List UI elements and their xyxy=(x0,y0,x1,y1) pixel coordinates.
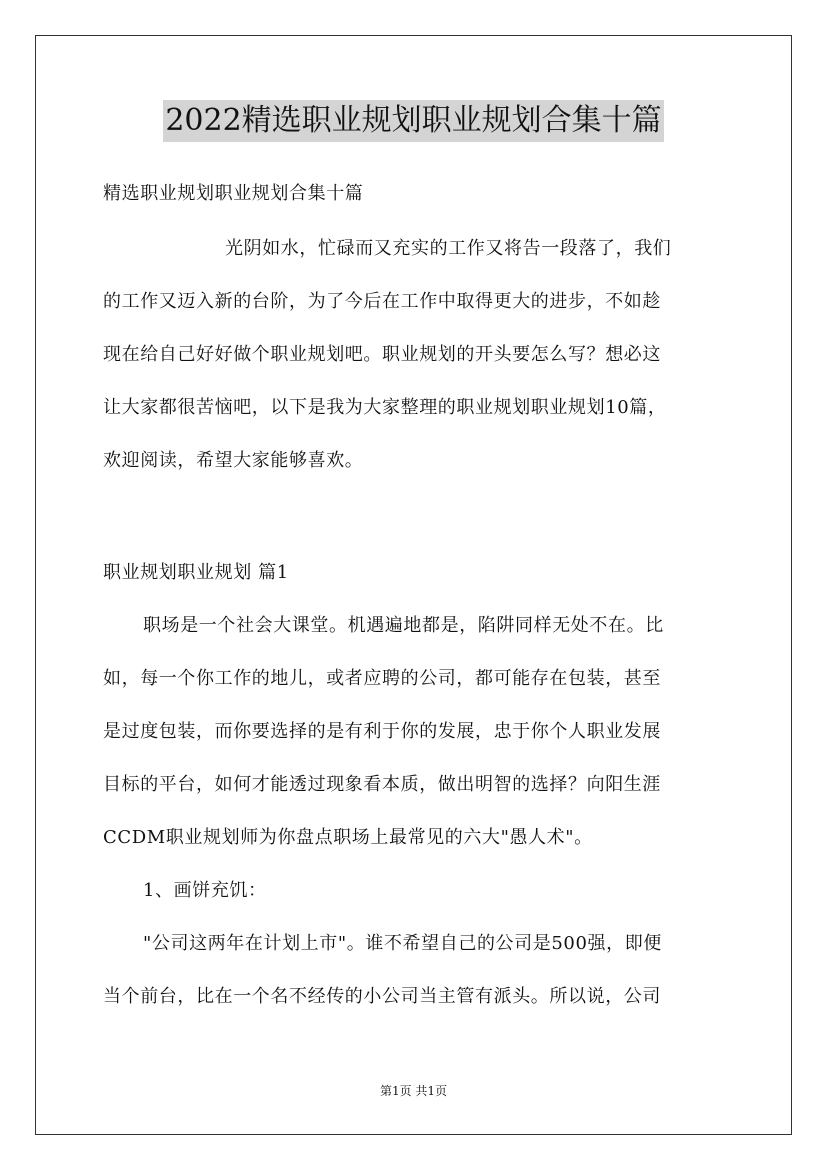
body-line-2: 如，每一个你工作的地儿，或者应聘的公司，都可能存在包装，甚至 xyxy=(103,668,661,689)
body-line-4: 目标的平台，如何才能透过现象看本质，做出明智的选择？向阳生涯 xyxy=(103,774,661,795)
intro-line-4: 让大家都很苦恼吧，以下是我为大家整理的职业规划职业规划10篇， xyxy=(103,397,667,418)
section-heading: 职业规划职业规划 篇1 xyxy=(103,562,289,583)
body-line-5: CCDM职业规划师为你盘点职场上最常见的六大"愚人术"。 xyxy=(103,827,593,848)
body-line-7: "公司这两年在计划上市"。谁不希望自己的公司是500强，即便 xyxy=(143,933,662,954)
body-line-8: 当个前台，比在一个名不经传的小公司当主管有派头。所以说，公司 xyxy=(103,986,661,1007)
document-title: 2022精选职业规划职业规划合集十篇 xyxy=(163,100,663,142)
body-line-3: 是过度包装，而你要选择的是有利于你的发展，忠于你个人职业发展 xyxy=(103,721,661,742)
body-line-1: 职场是一个社会大课堂。机遇遍地都是，陷阱同样无处不在。比 xyxy=(143,615,664,636)
title-container xyxy=(0,100,827,142)
intro-line-2: 的工作又迈入新的台阶，为了今后在工作中取得更大的进步，不如趁 xyxy=(103,291,661,312)
intro-line-5: 欢迎阅读，希望大家能够喜欢。 xyxy=(103,450,364,471)
list-item-heading: 1、画饼充饥： xyxy=(143,880,267,901)
intro-line-1: 光阴如水，忙碌而又充实的工作又将告一段落了，我们 xyxy=(225,238,672,259)
page-footer: 第1页 共1页 xyxy=(379,1084,448,1098)
intro-line-3: 现在给自己好好做个职业规划吧。职业规划的开头要怎么写？想必这 xyxy=(103,344,661,365)
document-subtitle: 精选职业规划职业规划合集十篇 xyxy=(103,183,364,204)
